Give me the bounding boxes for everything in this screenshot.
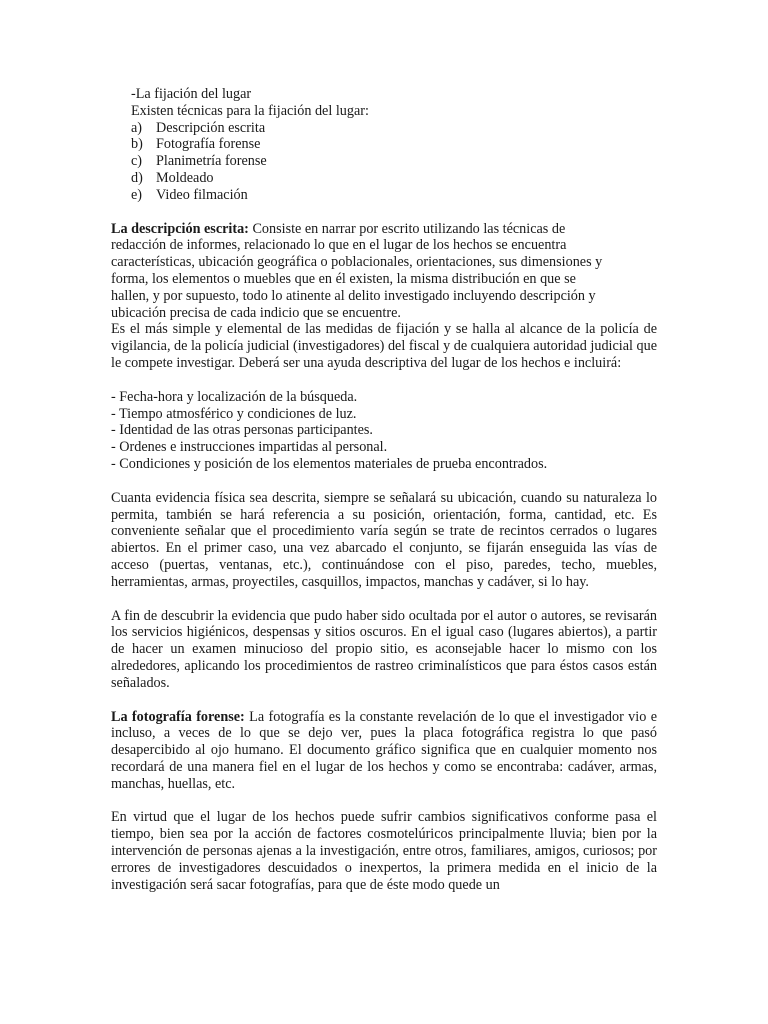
fotografia-paragraph-2: En virtud que el lugar de los hechos puede sufrir cambios significativos conforme pasa el tiempo, bien sea por la acción de factores cosmotelúricos principalmente lluvia; bien por la intervención de personas ajenas a la investigación, entre otros, familiares, amigos, curiosos; por errores de investigadores descuidados o inexpertos, la primera medida en el inicio de la investigación será sacar fotografías, para que de éste modo quede un [111, 809, 657, 893]
section-title: La descripción escrita: [111, 220, 249, 237]
fotografia-paragraph-1 [111, 709, 657, 793]
text-line: características, ubicación geográfica o poblacionales, orientaciones, sus dimensiones y [111, 254, 603, 271]
list-marker: d) [131, 169, 143, 186]
section-heading: -La fijación del lugar [131, 86, 252, 102]
fotografia-section [111, 709, 657, 894]
list-item-label: Video filmación [156, 186, 248, 203]
list-item: - Identidad de las otras personas participantes. [111, 422, 373, 439]
conditions-list [111, 389, 657, 473]
list-marker: b) [131, 136, 143, 153]
techniques-list [131, 120, 657, 204]
paragraph-text: La fotografía es la constante revelación de lo que el investigador vio e incluso, a veces de lo que se dejo ver, pues la placa fotográfica registra lo que pasó desapercibido al ojo humano. El documento gráfico significa que en cualquier momento nos recordará de una manera fiel en el lugar de los hechos y como se encontraba: cadáver, armas, manchas, huellas, etc. [111, 708, 657, 792]
descripcion-paragraph-3: Cuanta evidencia física sea descrita, siempre se señalará su ubicación, cuando su naturaleza lo permita, también se hará referencia a su posición, orientación, forma, cantidad, etc. Es conveniente señalar que el procedimiento varía según se trate de recintos cerrados o lugares abiertos. En el primer caso, una vez abarcado el conjunto, se fijarán enseguida las vías de acceso (puertas, ventanas, etc.), continuándose con el piso, paredes, techo, muebles, herramientas, armas, proyectiles, casquillos, impactos, manchas y cadáver, si lo hay. [111, 489, 657, 590]
text-line: redacción de informes, relacionado lo que en el lugar de los hechos se encuentra [111, 237, 567, 254]
intro-section [111, 86, 657, 204]
list-item-label: Planimetría forense [156, 153, 267, 170]
list-marker: a) [131, 119, 143, 136]
document-page [111, 86, 657, 893]
list-item-label: Moldeado [156, 169, 214, 186]
techniques-intro: Existen técnicas para la fijación del lugar: [131, 102, 369, 119]
section-title: La fotografía forense: [111, 708, 245, 725]
list-item [131, 153, 657, 170]
list-item [131, 136, 657, 153]
list-marker: e) [131, 186, 143, 203]
list-item: - Tiempo atmosférico y condiciones de luz. [111, 405, 357, 422]
descripcion-section [111, 221, 657, 692]
list-item [131, 170, 657, 187]
descripcion-paragraph-1 [111, 221, 657, 322]
descripcion-paragraph-2: Es el más simple y elemental de las medidas de fijación y se halla al alcance de la policía de vigilancia, de la policía judicial (investigadores) del fiscal y de cualquiera autoridad judicial que le compete investigar. Deberá ser una ayuda descriptiva del lugar de los hechos e incluirá: [111, 321, 658, 371]
text-line: Consiste en narrar por escrito utilizando las técnicas de [248, 220, 566, 237]
list-item: - Ordenes e instrucciones impartidas al personal. [111, 439, 388, 456]
list-item-label: Fotografía forense [156, 136, 261, 153]
descripcion-paragraph-4: A fin de descubrir la evidencia que pudo haber sido ocultada por el autor o autores, se revisarán los servicios higiénicos, despensas y sitios oscuros. En el igual caso (lugares abiertos), a partir de hacer un examen minucioso del propio sitio, es aconsejable hacer lo mismo con los alrededores, aplicando los procedimientos de rastreo criminalísticos que para éstos casos están señalados. [111, 607, 657, 691]
list-item [131, 120, 657, 137]
list-item [131, 187, 657, 204]
text-line: forma, los elementos o muebles que en él existen, la misma distribución en que se [111, 270, 576, 287]
text-line: ubicación precisa de cada indicio que se encuentre. [111, 304, 401, 321]
list-item: - Condiciones y posición de los elementos materiales de prueba encontrados. [111, 455, 548, 472]
list-marker: c) [131, 153, 143, 170]
text-line: hallen, y por supuesto, todo lo atinente al delito investigado incluyendo descripción y [111, 287, 596, 304]
list-item: - Fecha-hora y localización de la búsqueda. [111, 388, 358, 405]
list-item-label: Descripción escrita [156, 119, 266, 136]
